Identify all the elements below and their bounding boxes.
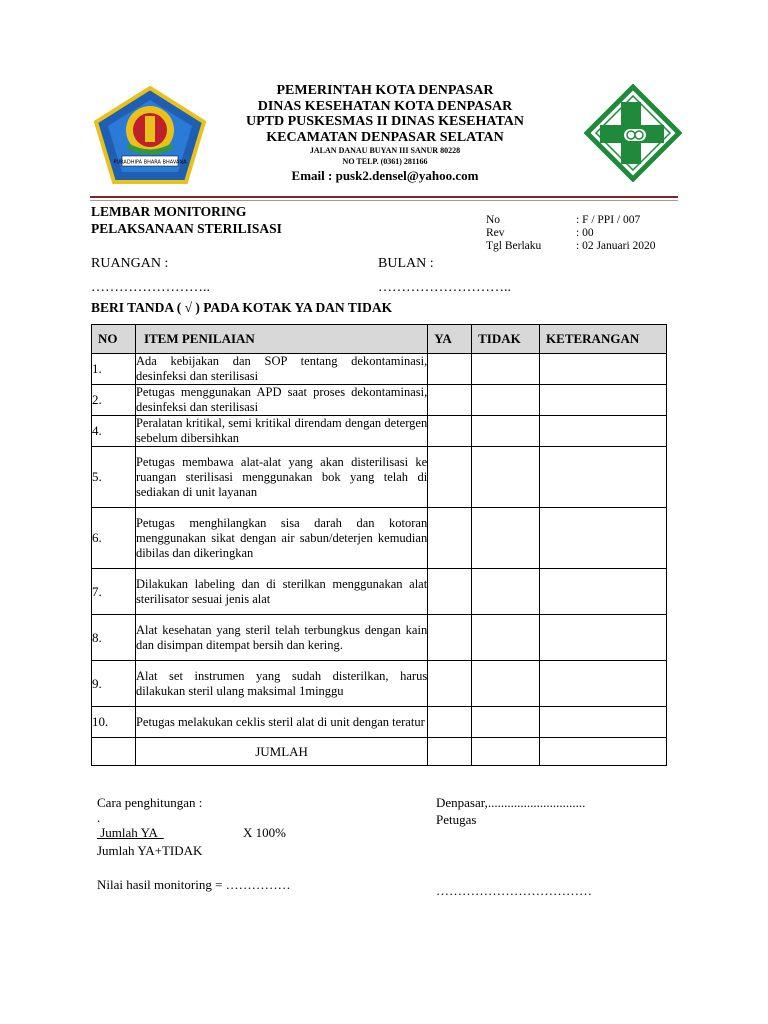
tidak-checkbox-cell[interactable] xyxy=(472,385,540,416)
ya-checkbox-cell[interactable] xyxy=(428,447,472,508)
header-email: Email : pusk2.densel@yahoo.com xyxy=(291,168,479,183)
form-title-line-1: LEMBAR MONITORING xyxy=(91,204,247,219)
keterangan-cell[interactable] xyxy=(540,615,667,661)
header-rule-thick xyxy=(90,196,678,198)
meta-row xyxy=(486,214,656,227)
table-row xyxy=(92,416,667,447)
meta-key: Rev xyxy=(486,227,505,239)
form-title xyxy=(91,203,282,237)
city-emblem-logo xyxy=(92,86,208,186)
meta-row xyxy=(486,240,656,253)
row-item: Petugas menghilangkan sisa darah dan kotoran menggunakan sikat dengan air sabun/deterjen kemudian dibilas dan dikeringkan xyxy=(135,508,427,569)
calc-dot: . xyxy=(97,810,101,825)
table-row xyxy=(92,615,667,661)
row-number: 9. xyxy=(92,661,136,707)
emblem-motto: PURADHIPA BHARA BHAVANA xyxy=(113,159,187,166)
ya-checkbox-cell[interactable] xyxy=(428,508,472,569)
keterangan-cell[interactable] xyxy=(540,508,667,569)
col-header-item: ITEM PENILAIAN xyxy=(135,325,427,354)
keterangan-cell[interactable] xyxy=(540,354,667,385)
ya-checkbox-cell[interactable] xyxy=(428,707,472,738)
row-item: Petugas membawa alat-alat yang akan disterilisasi ke ruangan sterilisasi menggunakan bok yang telah di sediakan di unit layanan xyxy=(135,447,427,508)
ruangan-field[interactable]: …………………….. xyxy=(91,280,210,295)
calc-denominator: Jumlah YA+TIDAK xyxy=(97,843,203,858)
calc-label: Cara penghitungan : xyxy=(97,795,203,810)
table-row xyxy=(92,569,667,615)
letterhead xyxy=(200,83,570,184)
row-number: 6. xyxy=(92,508,136,569)
row-item: Alat set instrumen yang sudah disterilkan, harus dilakukan steril ulang maksimal 1minggu xyxy=(135,661,427,707)
place-date[interactable]: Denpasar,.............................. xyxy=(436,795,586,810)
keterangan-cell[interactable] xyxy=(540,447,667,508)
monitoring-result[interactable]: Nilai hasil monitoring = …………… xyxy=(97,877,291,892)
keterangan-cell[interactable] xyxy=(540,385,667,416)
tidak-checkbox-cell[interactable] xyxy=(472,615,540,661)
total-ya-cell[interactable] xyxy=(428,738,472,766)
tidak-checkbox-cell[interactable] xyxy=(472,354,540,385)
ya-checkbox-cell[interactable] xyxy=(428,661,472,707)
tidak-checkbox-cell[interactable] xyxy=(472,416,540,447)
bulan-field[interactable]: ……………………….. xyxy=(378,280,511,295)
header-line-3: UPTD PUSKESMAS II DINAS KESEHATAN xyxy=(246,114,524,129)
row-item: Petugas melakukan ceklis steril alat di unit dengan teratur xyxy=(135,707,427,738)
meta-value: : 00 xyxy=(576,227,594,239)
ya-checkbox-cell[interactable] xyxy=(428,615,472,661)
meta-key: Tgl Berlaku xyxy=(486,240,542,252)
total-blank-cell xyxy=(92,738,136,766)
row-item: Alat kesehatan yang steril telah terbungkus dengan kain dan disimpan ditempat bersih dan kering. xyxy=(135,615,427,661)
keterangan-cell[interactable] xyxy=(540,707,667,738)
ya-checkbox-cell[interactable] xyxy=(428,385,472,416)
meta-value: : F / PPI / 007 xyxy=(576,214,641,226)
meta-value: : 02 Januari 2020 xyxy=(576,240,656,252)
col-header-no: NO xyxy=(92,325,136,354)
row-number: 8. xyxy=(92,615,136,661)
total-tidak-cell[interactable] xyxy=(472,738,540,766)
row-number: 7. xyxy=(92,569,136,615)
row-number: 5. xyxy=(92,447,136,508)
total-keterangan-cell[interactable] xyxy=(540,738,667,766)
bulan-label: BULAN : xyxy=(378,256,434,271)
row-item: Ada kebijakan dan SOP tentang dekontaminasi, desinfeksi dan sterilisasi xyxy=(135,354,428,383)
ya-checkbox-cell[interactable] xyxy=(428,569,472,615)
tidak-checkbox-cell[interactable] xyxy=(472,569,540,615)
header-line-2: DINAS KESEHATAN KOTA DENPASAR xyxy=(257,98,513,114)
ya-checkbox-cell[interactable] xyxy=(428,416,472,447)
row-number: 10. xyxy=(92,707,136,738)
meta-row xyxy=(486,227,656,240)
officer-label: Petugas xyxy=(436,812,477,827)
col-header-keterangan: KETERANGAN xyxy=(540,325,667,354)
table-row xyxy=(92,508,667,569)
row-number: 2. xyxy=(92,385,136,416)
header-rule-thin xyxy=(90,200,678,201)
table-row xyxy=(92,707,667,738)
row-item: Petugas menggunakan APD saat proses dekontaminasi, desinfeksi dan sterilisasi xyxy=(135,385,428,414)
tidak-checkbox-cell[interactable] xyxy=(472,508,540,569)
tidak-checkbox-cell[interactable] xyxy=(472,661,540,707)
form-title-line-2: PELAKSANAAN STERILISASI xyxy=(91,221,282,236)
calc-numerator: Jumlah YA xyxy=(97,825,164,840)
table-header-row xyxy=(92,325,667,354)
keterangan-cell[interactable] xyxy=(540,661,667,707)
document-meta xyxy=(486,214,656,253)
calc-multiplier: X 100% xyxy=(243,825,286,840)
header-line-4: KECAMATAN DENPASAR SELATAN xyxy=(266,129,504,145)
row-number: 4. xyxy=(92,416,136,447)
ya-checkbox-cell[interactable] xyxy=(428,354,472,385)
row-item: Peralatan kritikal, semi kritikal direndam dengan detergen sebelum dibersihkan xyxy=(135,416,428,445)
row-number: 1. xyxy=(92,354,136,385)
col-header-ya: YA xyxy=(428,325,472,354)
header-phone: NO TELP. (0361) 281166 xyxy=(342,157,428,166)
ruangan-label: RUANGAN : xyxy=(91,256,169,271)
header-line-1: PEMERINTAH KOTA DENPASAR xyxy=(276,83,494,98)
keterangan-cell[interactable] xyxy=(540,416,667,447)
checklist-table xyxy=(91,324,667,766)
tidak-checkbox-cell[interactable] xyxy=(472,447,540,508)
table-row xyxy=(92,661,667,707)
puskesmas-logo xyxy=(584,84,682,182)
signature-line[interactable]: ……………………………… xyxy=(436,883,592,898)
header-address: JALAN DANAU BUYAN III SANUR 80228 xyxy=(309,146,461,155)
instruction-text: BERI TANDA ( √ ) PADA KOTAK YA DAN TIDAK xyxy=(91,300,393,315)
col-header-tidak: TIDAK xyxy=(472,325,540,354)
tidak-checkbox-cell[interactable] xyxy=(472,707,540,738)
table-row xyxy=(92,447,667,508)
meta-key: No xyxy=(486,214,501,226)
table-row xyxy=(92,354,667,385)
keterangan-cell[interactable] xyxy=(540,569,667,615)
table-row xyxy=(92,385,667,416)
total-label: JUMLAH xyxy=(135,738,427,766)
row-item: Dilakukan labeling dan di sterilkan menggunakan alat sterilisator sesuai jenis alat xyxy=(135,569,427,615)
total-row xyxy=(92,738,667,766)
